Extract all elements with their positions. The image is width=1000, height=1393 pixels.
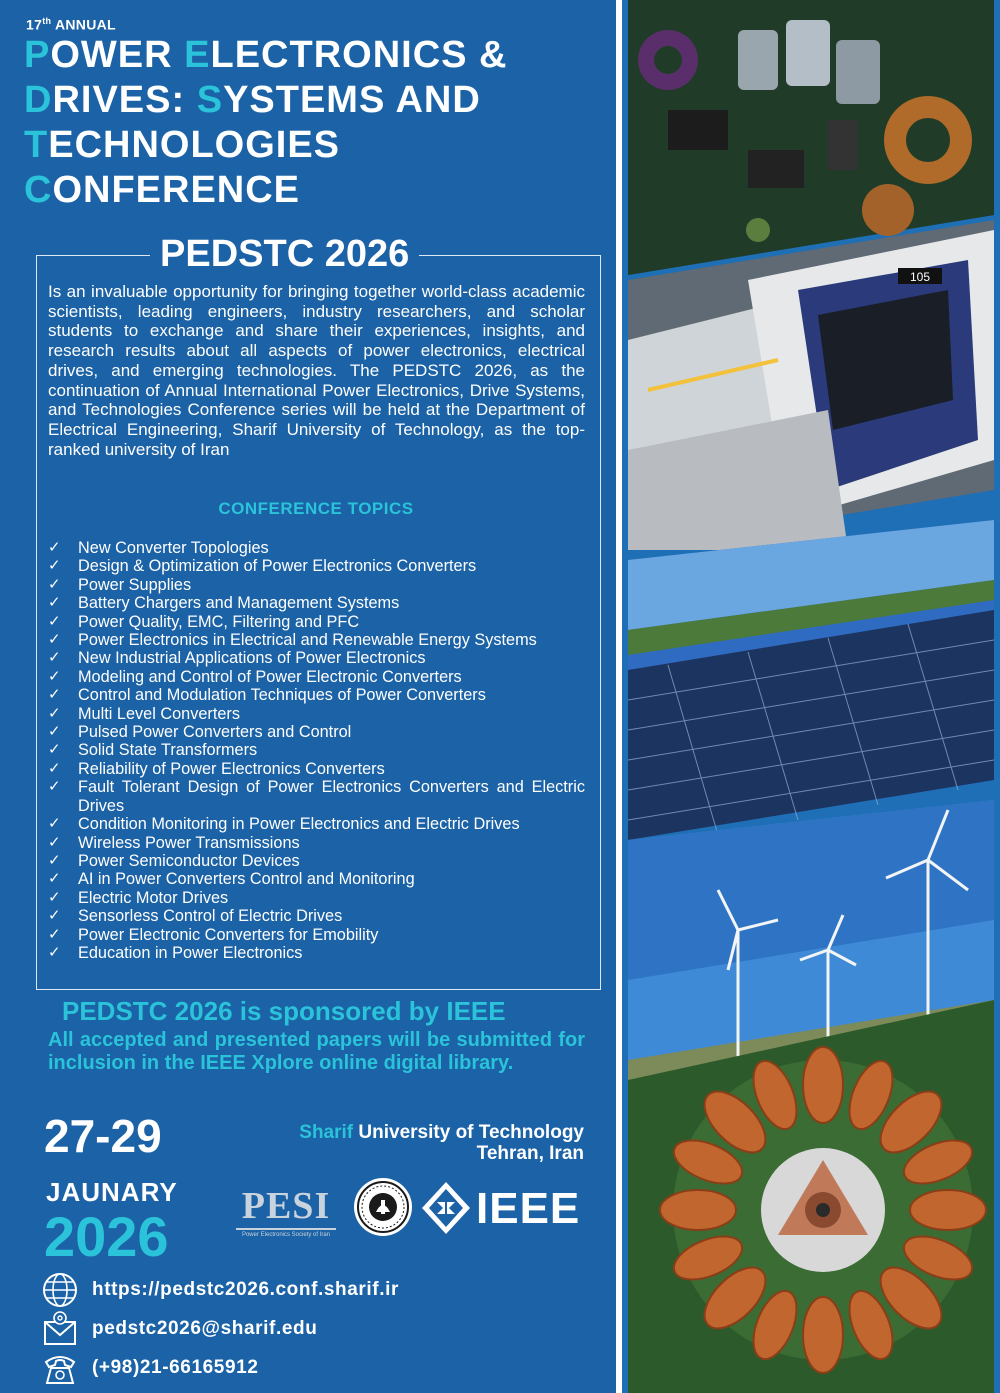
topic-item: [48, 594, 585, 612]
topic-label: Solid State Transformers: [78, 741, 258, 760]
image-strip: [622, 0, 1000, 1393]
sponsor-line: PEDSTC 2026 is sponsored by IEEE: [62, 996, 506, 1026]
topic-item: [48, 815, 585, 833]
motor-stator-photo: [628, 1000, 994, 1393]
checkmark-icon: ✓: [48, 759, 61, 777]
checkmark-icon: ✓: [48, 557, 61, 575]
checkmark-icon: ✓: [48, 907, 61, 925]
venue: [299, 1122, 584, 1164]
title-line: POWER ELECTRONICS &: [24, 34, 508, 76]
checkmark-icon: ✓: [48, 575, 61, 593]
topic-label: Power Electronics in Electrical and Renewable Energy Systems: [78, 631, 537, 650]
title-line: DRIVES: SYSTEMS AND: [24, 79, 481, 121]
topic-item: [48, 557, 585, 575]
topic-label: Electric Motor Drives: [78, 888, 229, 907]
pesi-logo: PESI Power Electronics Society of Iran: [232, 1184, 340, 1244]
email-link[interactable]: pedstc2026@sharif.edu: [92, 1318, 318, 1339]
topic-item: [48, 889, 585, 907]
globe-icon: [40, 1270, 80, 1310]
checkmark-icon: ✓: [48, 851, 61, 869]
topic-item: [48, 778, 585, 815]
event-month: JAUNARY: [46, 1177, 178, 1207]
checkmark-icon: ✓: [48, 815, 61, 833]
checkmark-icon: ✓: [48, 686, 61, 704]
phone-number: (+98)21-66165912: [92, 1357, 259, 1378]
topic-item: [48, 649, 585, 667]
logo-row: [232, 1170, 602, 1260]
topic-label: Reliability of Power Electronics Converters: [78, 759, 385, 778]
conference-acronym: PEDSTC 2026: [150, 230, 419, 278]
topic-label: Multi Level Converters: [78, 704, 240, 723]
topic-item: [48, 760, 585, 778]
event-dates: 27-29: [44, 1110, 162, 1162]
topic-label: New Industrial Applications of Power Electronics: [78, 649, 426, 668]
topic-item: [48, 926, 585, 944]
telephone-icon: [40, 1348, 80, 1388]
topic-label: Pulsed Power Converters and Control: [78, 723, 352, 742]
checkmark-icon: ✓: [48, 943, 61, 961]
topic-label: AI in Power Converters Control and Monitoring: [78, 870, 415, 889]
topic-item: [48, 668, 585, 686]
metro-train-photo: [628, 220, 994, 550]
venue-city: Tehran, Iran: [476, 1143, 584, 1164]
checkmark-icon: ✓: [48, 741, 61, 759]
topic-label: Battery Chargers and Management Systems: [78, 594, 400, 613]
topic-label: Fault Tolerant Design of Power Electronics Converters and Electric Drives: [78, 778, 585, 815]
sharif-university-seal-icon: [352, 1176, 414, 1238]
topic-label: New Converter Topologies: [78, 539, 269, 557]
topic-item: [48, 907, 585, 925]
conference-title: [24, 33, 614, 213]
website-row: [40, 1270, 600, 1310]
checkmark-icon: ✓: [48, 778, 61, 796]
topic-item: [48, 834, 585, 852]
topic-item: [48, 705, 585, 723]
topic-label: Modeling and Control of Power Electronic Converters: [78, 667, 462, 686]
checkmark-icon: ✓: [48, 723, 61, 741]
topic-item: [48, 613, 585, 631]
checkmark-icon: ✓: [48, 870, 61, 888]
topic-item: [48, 686, 585, 704]
checkmark-icon: ✓: [48, 594, 61, 612]
checkmark-icon: ✓: [48, 667, 61, 685]
topic-label: Control and Modulation Techniques of Power Converters: [78, 686, 486, 705]
topic-item: [48, 870, 585, 888]
checkmark-icon: ✓: [48, 631, 61, 649]
checkmark-icon: ✓: [48, 539, 61, 556]
intro-paragraph: Is an invaluable opportunity for bringing together world-class academic scientists, leading engineers, industry researchers, and scholar students to exchange and share their experiences, insights, and research results about all aspects of power electronics, electrical drives, and emerging technologies. The PEDSTC 2026, as the continuation of Annual International Power Electronics, Drive Systems, and Technologies Conference series will be held at the Department of Electrical Engineering, Sharif University of Technology, as the top-ranked university of Iran: [48, 282, 585, 459]
email-icon: [40, 1309, 80, 1349]
topic-label: Condition Monitoring in Power Electronics and Electric Drives: [78, 815, 520, 834]
phone-row: [40, 1348, 600, 1388]
ieee-diamond-icon: [420, 1180, 472, 1236]
topic-label: Power Supplies: [78, 575, 192, 594]
topic-label: Design & Optimization of Power Electronics Converters: [78, 557, 477, 576]
checkmark-icon: ✓: [48, 925, 61, 943]
solar-panels-photo: [628, 520, 994, 840]
checkmark-icon: ✓: [48, 649, 61, 667]
website-link[interactable]: https://pedstc2026.conf.sharif.ir: [92, 1279, 399, 1300]
checkmark-icon: ✓: [48, 612, 61, 630]
topic-label: Power Semiconductor Devices: [78, 851, 300, 870]
topic-item: [48, 723, 585, 741]
checkmark-icon: ✓: [48, 704, 61, 722]
edition-label: 17th ANNUAL: [26, 16, 116, 33]
topic-item: [48, 944, 585, 962]
title-line: TECHNOLOGIES: [24, 124, 341, 166]
topic-item: [48, 576, 585, 594]
checkmark-icon: ✓: [48, 833, 61, 851]
ieee-logo: IEEE: [420, 1180, 600, 1236]
topic-item: [48, 852, 585, 870]
train-number-label: 105: [909, 270, 931, 284]
topic-label: Power Quality, EMC, Filtering and PFC: [78, 612, 360, 631]
topic-item: [48, 741, 585, 759]
topic-label: Wireless Power Transmissions: [78, 833, 300, 852]
topic-item: [48, 631, 585, 649]
topic-label: Sensorless Control of Electric Drives: [78, 907, 343, 926]
title-line: CONFERENCE: [24, 169, 301, 211]
venue-name: University of Technology: [358, 1122, 584, 1143]
topic-label: Education in Power Electronics: [78, 943, 303, 962]
topics-heading: CONFERENCE TOPICS: [218, 499, 414, 518]
venue-highlight: Sharif: [299, 1122, 354, 1143]
event-year: 2026: [44, 1205, 169, 1268]
topic-item: [48, 539, 585, 557]
topic-label: Power Electronic Converters for Emobility: [78, 925, 379, 944]
checkmark-icon: ✓: [48, 888, 61, 906]
topics-list: [48, 539, 585, 962]
email-row: [40, 1309, 600, 1349]
ieee-xplore-note: All accepted and presented papers will be submitted for inclusion in the IEEE Xplore online digital library.: [48, 1029, 585, 1074]
